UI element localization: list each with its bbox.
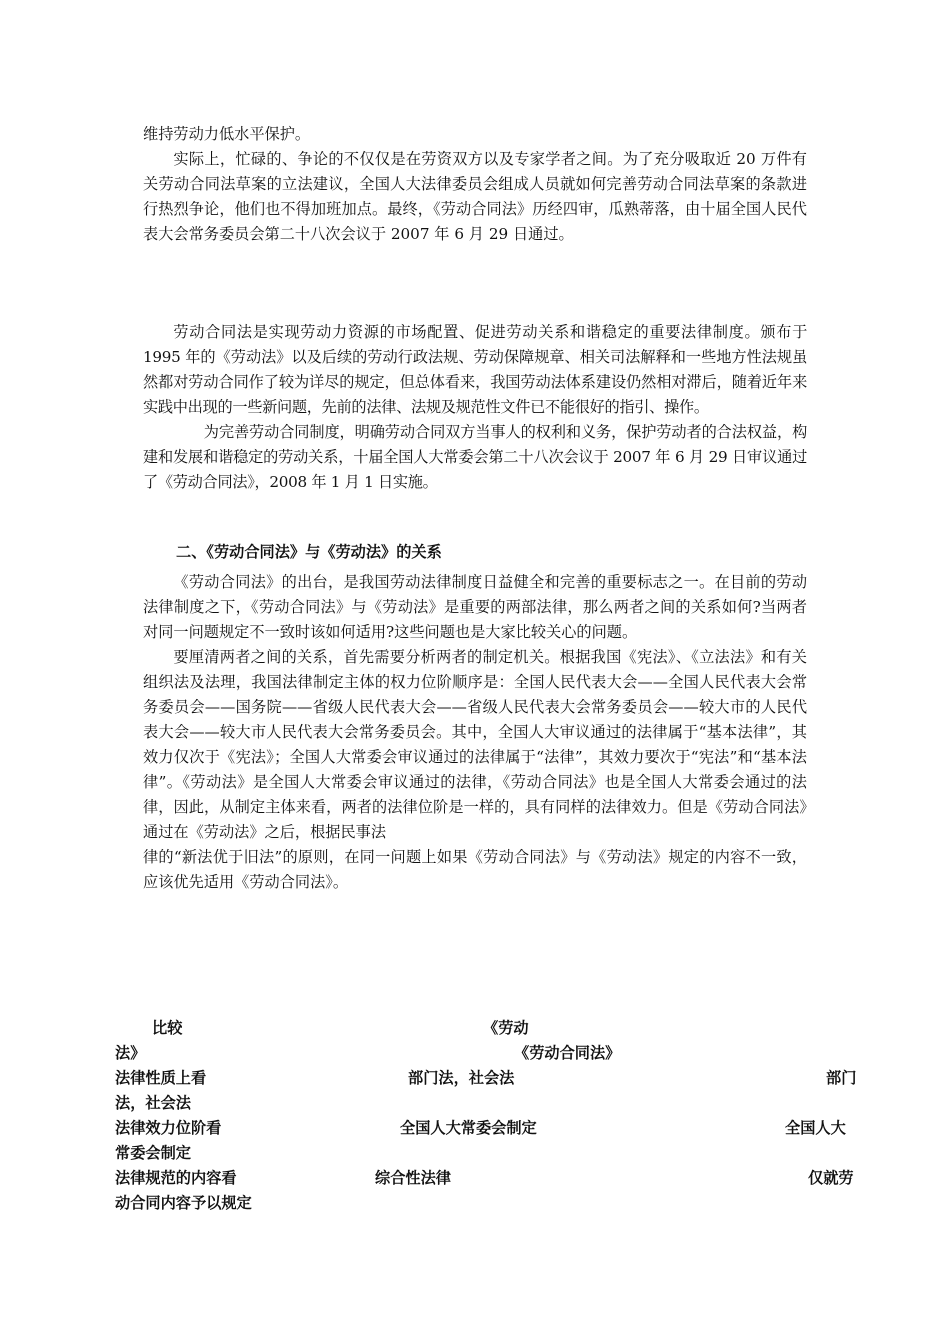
table-header-cell: 比较	[152, 1019, 183, 1037]
paragraph: 要厘清两者之间的关系，首先需要分析两者的制定机关。根据我国《宪法》、《立法法》和有关组织法及法理，我国法律制定主体的权力位阶顺序是：全国人民代表大会——全国人民代表大会常务委员会——国务院——省级人民代表大会——省级人民代表大会常务委员会——较大市的人民代表大会——较大市人民代表大会常务委员会。其中，全国人大审议通过的法律属于“基本法律”，其效力仅次于《宪法》；全国人大常委会审议通过的法律属于“法律”，其效力要次于“宪法”和“基本法律”。《劳动法》是全国人大常委会审议通过的法律，《劳动合同法》也是全国人大常委会通过的法律，因此，从制定主体来看，两者的法律位阶是一样的，具有同样的法律效力。但是《劳动合同法》通过在《劳动法》之后，根据民事法	[143, 648, 807, 841]
table-cell: 部门法，社会法	[408, 1069, 515, 1087]
table-cell: 综合性法律	[375, 1169, 451, 1187]
paragraph: 实际上，忙碌的、争论的不仅仅是在劳资双方以及专家学者之间。为了充分吸取近 20 万件有关劳动合同法草案的立法建议，全国人大法律委员会组成人员就如何完善劳动合同法草案的条款进行热烈争论，他们也不得加班加点。最终，《劳动合同法》历经四审，瓜熟蒂落，由十届全国人民代表大会常务委员会第二十八次会议于 2007 年 6 月 29 日通过。	[143, 150, 807, 243]
table-row-label: 法律性质上看	[115, 1069, 207, 1087]
section-relationship	[143, 570, 807, 895]
table-row-label: 法律效力位阶看	[115, 1119, 222, 1137]
section-contract-law-intro	[143, 320, 807, 495]
table-cell: 动合同内容予以规定	[115, 1194, 252, 1212]
paragraph: 律的“新法优于旧法”的原则，在同一问题上如果《劳动合同法》与《劳动法》规定的内容不一致，应该优先适用《劳动合同法》。	[143, 848, 807, 891]
table-row-label: 法律规范的内容看	[115, 1169, 237, 1187]
section-legislation-debate	[143, 122, 807, 247]
paragraph: 为完善劳动合同制度，明确劳动合同双方当事人的权利和义务，保护劳动者的合法权益，构建和发展和谐稳定的劳动关系，十届全国人大常委会第二十八次会议于 2007 年 6 月 29 日审议通过了《劳动合同法》，2008 年 1 月 1 日实施。	[143, 423, 807, 491]
paragraph: 《劳动合同法》的出台，是我国劳动法律制度日益健全和完善的重要标志之一。在目前的劳动法律制度之下，《劳动合同法》与《劳动法》是重要的两部法律，那么两者之间的关系如何?当两者对同一问题规定不一致时该如何适用?这些问题也是大家比较关心的问题。	[143, 573, 807, 641]
table-cell: 仅就劳	[808, 1169, 854, 1187]
paragraph: 劳动合同法是实现劳动力资源的市场配置、促进劳动关系和谐稳定的重要法律制度。颁布于 1995 年的《劳动法》以及后续的劳动行政法规、劳动保障规章、相关司法解释和一些地方性法规虽然都对劳动合同作了较为详尽的规定，但总体看来，我国劳动法体系建设仍然相对滞后，随着近年来实践中出现的一些新问题，先前的法律、法规及规范性文件已不能很好的指引、操作。	[143, 323, 807, 416]
paragraph: 维持劳动力低水平保护。	[143, 125, 311, 143]
table-header-cell: 《劳动合同法》	[514, 1044, 621, 1062]
section-heading: 二、《劳动合同法》与《劳动法》的关系	[176, 543, 442, 561]
table-cell: 部门	[826, 1069, 857, 1087]
table-cell: 全国人大	[785, 1119, 846, 1137]
table-cell: 常委会制定	[115, 1144, 191, 1162]
table-header-cell: 《劳动	[483, 1019, 529, 1037]
table-header-cell: 法》	[115, 1044, 146, 1062]
table-cell: 法，社会法	[115, 1094, 191, 1112]
table-cell: 全国人大常委会制定	[400, 1119, 537, 1137]
